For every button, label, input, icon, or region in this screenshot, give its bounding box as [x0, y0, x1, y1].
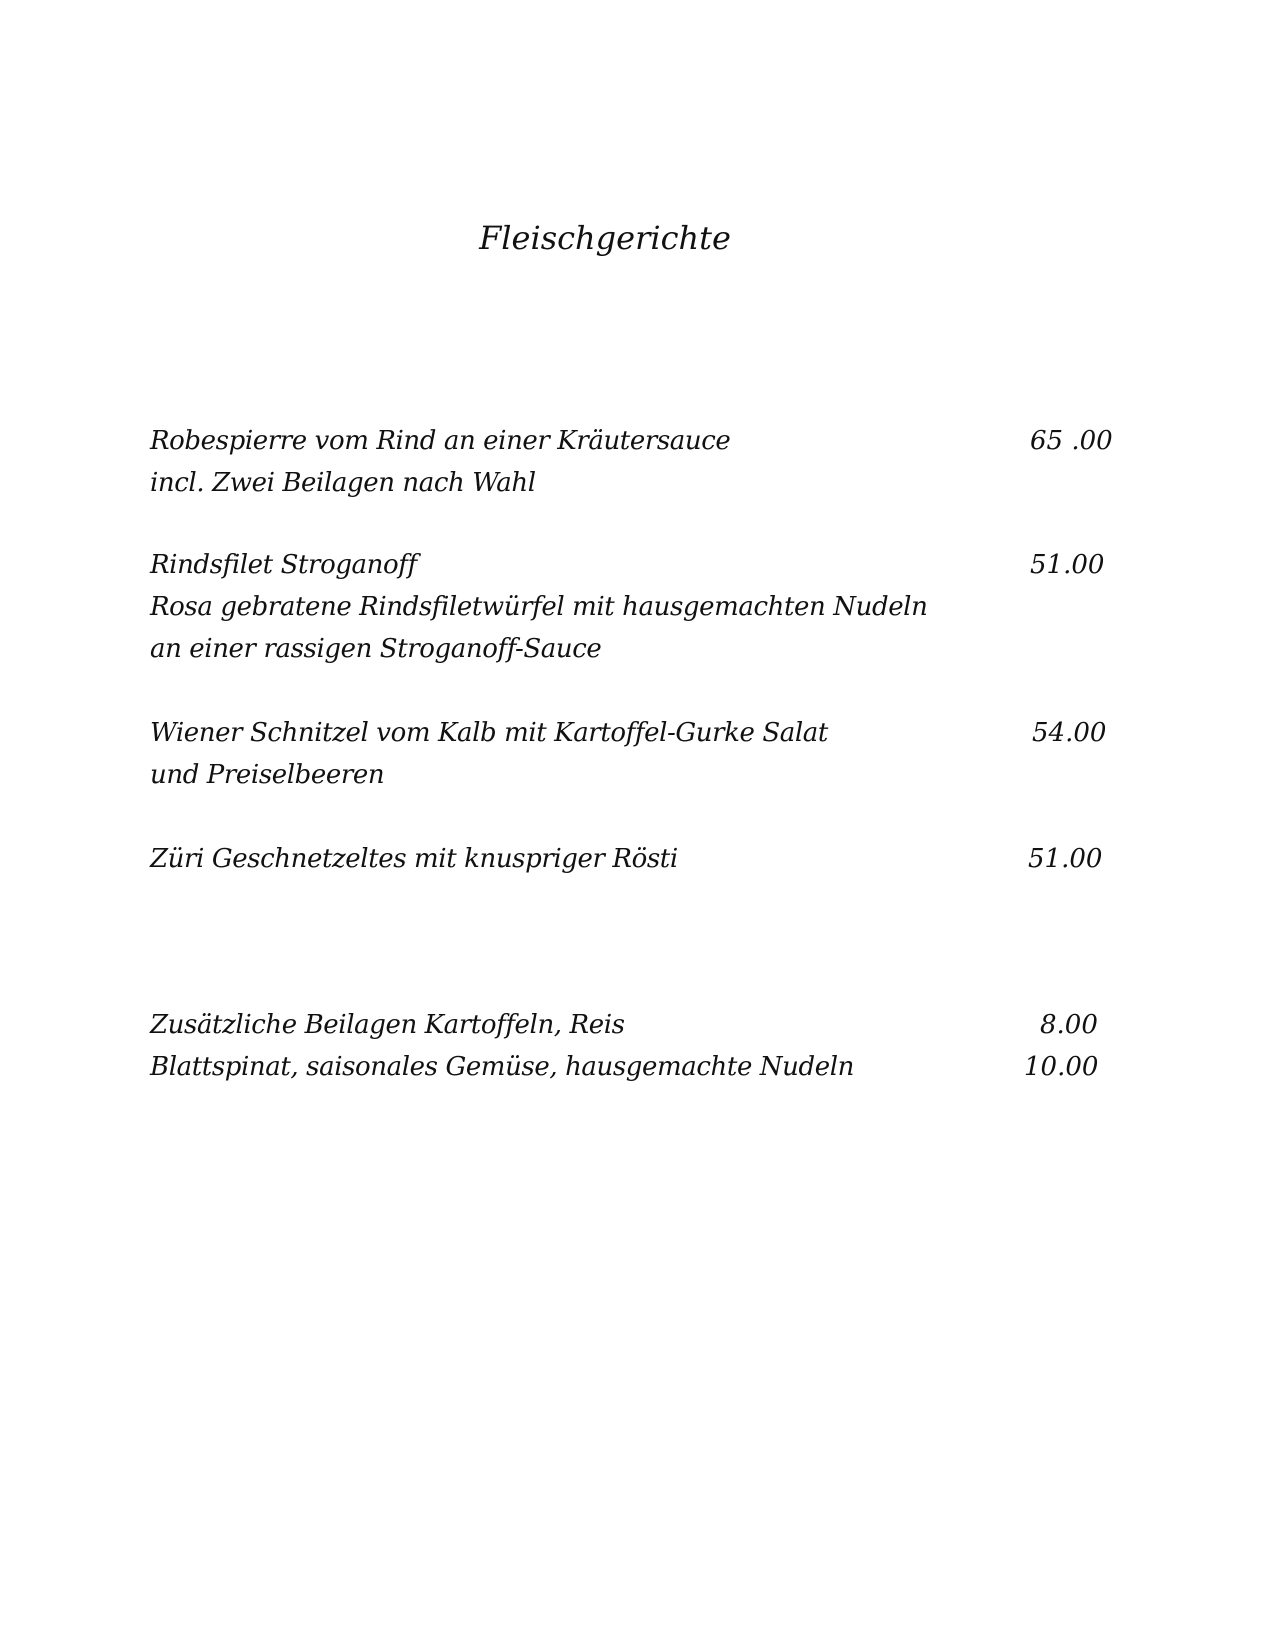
side-dish-label: Zusätzliche Beilagen Kartoffeln, Reis: [150, 1010, 625, 1040]
dish-price: 51.00: [1030, 550, 1105, 580]
page-title: Fleischgerichte: [479, 219, 731, 257]
dish-name: Züri Geschnetzeltes mit knuspriger Rösti: [150, 844, 678, 874]
dish-name: Wiener Schnitzel vom Kalb mit Kartoffel-Gurke Salat: [150, 718, 828, 748]
dish-name: Rindsfilet Stroganoff: [150, 550, 417, 580]
dish-description: Rosa gebratene Rindsfiletwürfel mit hausgemachten Nudeln: [150, 592, 928, 622]
dish-description: und Preiselbeeren: [150, 760, 385, 790]
dish-price: 51.00: [1028, 844, 1103, 874]
dish-price: 65 .00: [1030, 426, 1113, 456]
dish-price: 54.00: [1032, 718, 1107, 748]
side-dish-price: 10.00: [1024, 1052, 1099, 1082]
dish-description: an einer rassigen Stroganoff-Sauce: [150, 634, 602, 664]
dish-description: incl. Zwei Beilagen nach Wahl: [150, 468, 536, 498]
side-dish-price: 8.00: [1040, 1010, 1098, 1040]
side-dish-label: Blattspinat, saisonales Gemüse, hausgemachte Nudeln: [150, 1052, 854, 1082]
dish-name: Robespierre vom Rind an einer Kräutersauce: [150, 426, 731, 456]
